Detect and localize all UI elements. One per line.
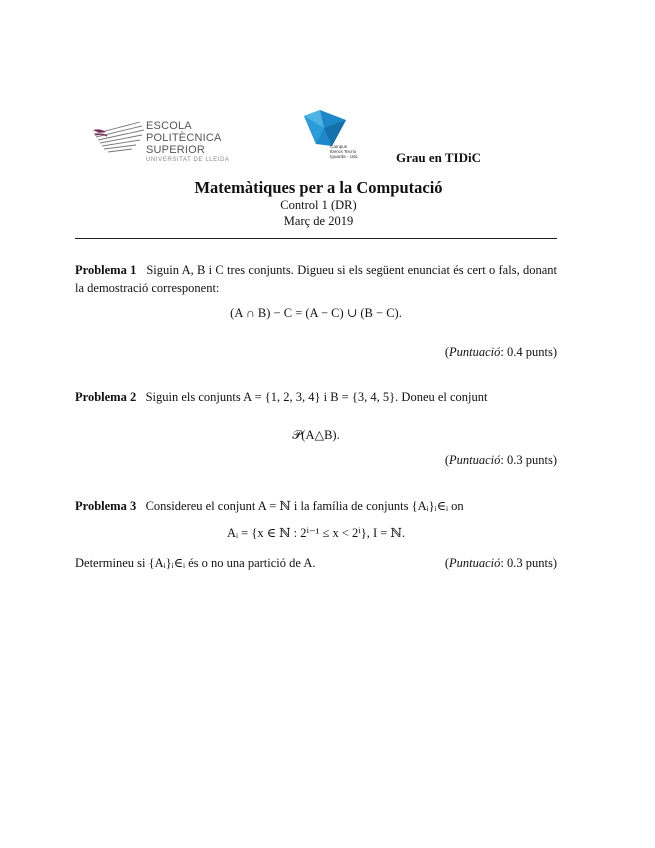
eps-logo-line1: ESCOLA [146,120,192,132]
problem-3-closing-line [75,554,557,572]
eps-logo-line2: POLITÈCNICA SUPERIOR [146,132,221,156]
eps-logo-text [146,120,272,164]
problem-2 [75,388,557,406]
problem-1-score: (Puntuació: 0.4 punts) [444,345,557,359]
problem-2-text: Siguin els conjunts A = {1, 2, 3, 4} i B = {3, 4, 5}. Doneu el conjunt [145,390,488,404]
header-divider [75,238,557,239]
problem-1-formula-text: (A ∩ B) − C = (A − C) ∪ (B − C). [230,306,402,320]
problem-1-formula [75,304,557,322]
course-title: Matemàtiques per a la Computació [194,178,443,197]
problem-2-formula [75,426,557,444]
campus-logo [302,108,372,164]
problem-1-score-label: Puntuació [449,345,501,359]
campus-logo-icon [302,108,348,148]
problem-3-formula-text: Aᵢ = {x ∈ ℕ : 2ⁱ⁻¹ ≤ x < 2ⁱ}, I = ℕ. [226,526,406,540]
problem-1 [75,261,557,297]
campus-logo-line2: Iberus Tecno [330,149,357,155]
problem-2-score-value: : 0.3 punts [500,453,553,467]
problem-3-formula [75,524,557,542]
problem-1-text: Siguin A, B i C tres conjunts. Digueu si els següent enunciat és cert o fals, donant la demostració corresponent: [75,263,558,295]
problem-2-formula-text: 𝒫(A△B). [292,428,340,442]
campus-logo-line1: Campus [330,144,348,149]
problem-2-label: Problema 2 [75,390,137,404]
problem-3-closing: Determineu si {Aᵢ}ᵢ∈ᵢ és o no una partició de A. [75,556,316,570]
campus-logo-line3: Iguarda - UdL [330,154,359,160]
problem-3-score-label: Puntuació [449,556,501,570]
problem-3-score: (Puntuació: 0.3 punts) [444,556,557,570]
campus-logo-text [330,144,358,160]
eps-logo-icon [92,118,148,162]
exam-subtitle [0,197,637,229]
problem-2-score-label: Puntuació [449,453,501,467]
problem-3 [75,497,557,515]
eps-logo-line3: UNIVERSITAT DE LLEIDA [146,157,230,163]
problem-3-score-value: : 0.3 punts [500,556,553,570]
problem-1-label: Problema 1 [75,263,137,277]
problem-2-score: (Puntuació: 0.3 punts) [444,453,557,467]
program-name: Grau en TIDiC [396,150,481,165]
exam-name: Control 1 (DR) [280,198,357,212]
problem-3-label: Problema 3 [75,499,137,513]
exam-date: Març de 2019 [283,214,354,228]
problem-1-score-value: : 0.4 punts [500,345,553,359]
problem-3-text: Considereu el conjunt A = ℕ i la família de conjunts {Aᵢ}ᵢ∈ᵢ on [145,499,464,513]
eps-logo [92,118,272,162]
